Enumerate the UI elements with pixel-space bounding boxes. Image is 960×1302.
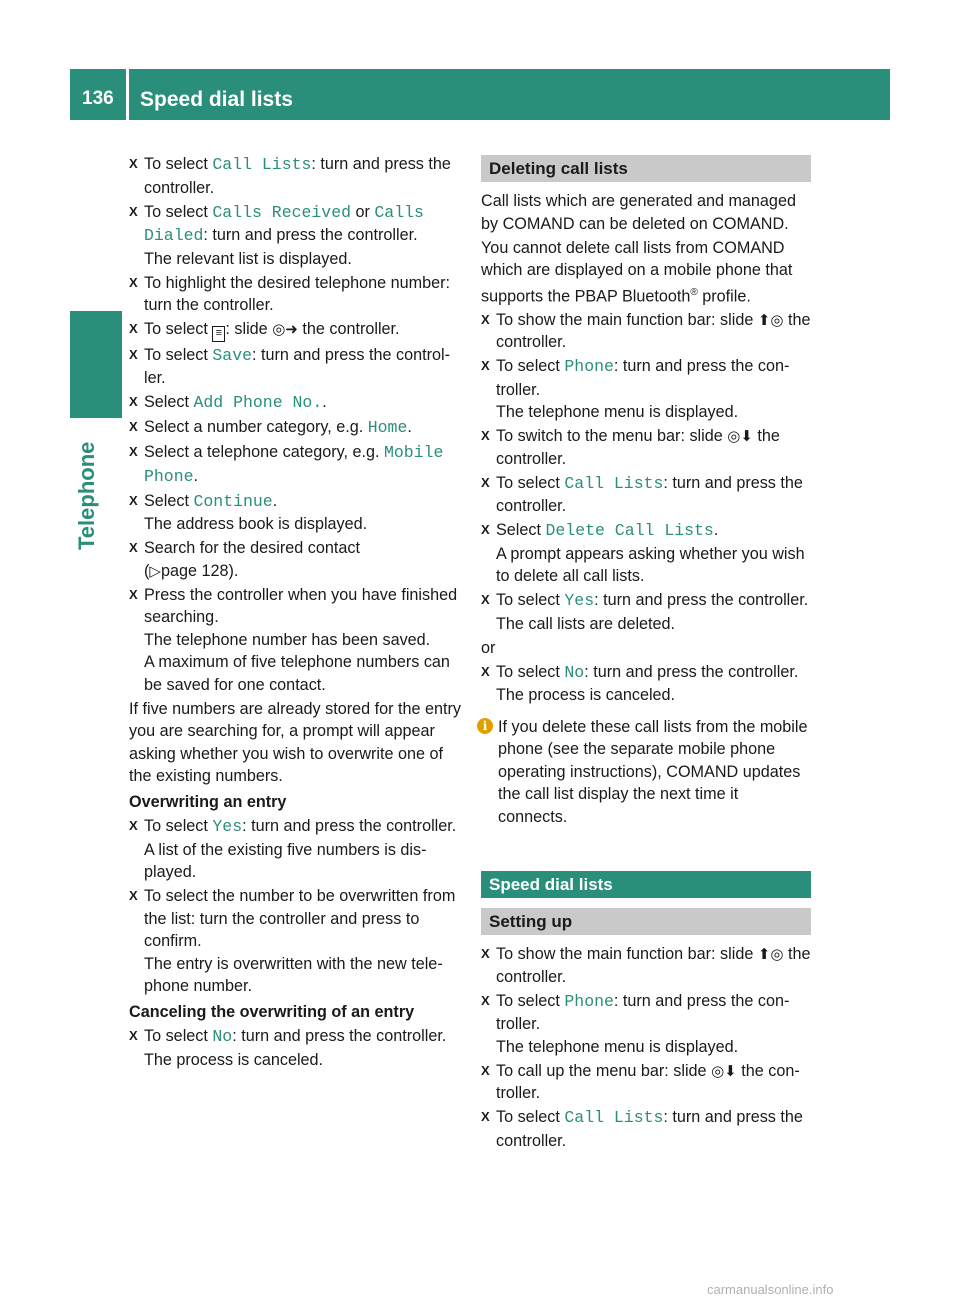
step-item: X Select Delete Call Lists. A prompt appears asking whether you wish to delete all call lists.	[481, 519, 811, 588]
step-item: X To select Call Lists: turn and press the controller.	[481, 1106, 811, 1152]
step-item: X Press the controller when you have finished searching. The telephone number has been saved. A maximum of five telephone numbers can be saved for one contact.	[129, 584, 462, 697]
slide-down-icon: ⬇	[740, 427, 753, 446]
paragraph: Call lists which are generated and managed by COMAND can be deleted on COMAND.	[481, 192, 796, 233]
step-result: The telephone number has been saved.	[144, 630, 431, 649]
step-result: The telephone menu is displayed.	[496, 403, 739, 422]
info-icon: i	[477, 718, 493, 734]
controller-icon: ◎	[770, 945, 784, 964]
section-label: Telephone	[74, 441, 99, 550]
step-result: A prompt appears asking whether you wish to delete all call lists.	[496, 544, 805, 586]
controller-icon: ◎	[727, 427, 741, 446]
step-item: X To select Save: turn and press the controller.	[129, 344, 462, 390]
left-column	[129, 153, 462, 1073]
step-result: The telephone menu is displayed.	[496, 1037, 739, 1056]
controller-icon: ◎	[272, 320, 286, 338]
slide-up-icon: ⬆	[757, 310, 771, 329]
section-heading: Speed dial lists	[481, 871, 811, 898]
step-item: X To select Calls Received or Calls Dialed: turn and press the controller. The relevant list is displayed.	[129, 201, 462, 271]
step-item: X To select Call Lists: turn and press the controller.	[129, 153, 462, 199]
step-item: X To call up the menu bar: slide ◎⬇ the controller.	[481, 1060, 811, 1105]
subsection-heading: Setting up	[481, 908, 811, 935]
step-item: X To select Yes: turn and press the controller. The call lists are deleted.	[481, 589, 811, 635]
slide-up-icon: ⬆	[757, 945, 771, 964]
right-column	[481, 155, 811, 1154]
step-item: X Select a telephone category, e.g. Mobile Phone.	[129, 441, 462, 488]
step-note: A maximum of five telephone numbers can be saved for one contact.	[144, 653, 450, 694]
step-item: X To show the main function bar: slide ⬆◎ the controller.	[481, 943, 811, 988]
step-item: X Select a number category, e.g. Home.	[129, 416, 462, 440]
step-item: X To select Call Lists: turn and press the controller.	[481, 472, 811, 518]
step-item: X To select Phone: turn and press the controller. The telephone menu is displayed.	[481, 355, 811, 424]
step-item: X To select ≡ : slide ◎➜ the controller.	[129, 318, 462, 342]
step-result: The address book is displayed.	[144, 515, 368, 533]
subheading: Overwriting an entry	[129, 792, 287, 811]
step-result: The relevant list is displayed.	[144, 249, 352, 268]
paragraph: You cannot delete call lists from COMAND which are displayed on a mobile phone that supports the PBAP Bluetooth® profile.	[481, 238, 793, 305]
step-item: X To show the main function bar: slide ⬆◎ the controller.	[481, 309, 811, 354]
step-item: X Select Add Phone No..	[129, 391, 462, 415]
controller-icon: ◎	[770, 310, 784, 329]
step-item: X Search for the desired contact (▷page 128).	[129, 537, 462, 582]
step-item: X Select Continue. The address book is displayed.	[129, 490, 462, 536]
address-book-icon: ≡	[212, 326, 225, 342]
step-result: The call lists are deleted.	[496, 614, 676, 633]
step-item: X To switch to the menu bar: slide ◎⬇ the controller.	[481, 425, 811, 470]
step-result: The entry is overwritten with the new telephone number.	[144, 954, 443, 995]
step-result: The process is canceled.	[496, 686, 676, 705]
controller-icon: ◎	[711, 1061, 725, 1080]
section-tab-marker	[70, 311, 122, 418]
slide-down-icon: ⬇	[724, 1061, 737, 1080]
step-item: X To select the number to be overwritten from the list: turn the controller and press to confirm. The entry is overwritten with the new telephone number.	[129, 885, 462, 998]
step-result: A list of the existing five numbers is displayed.	[144, 840, 427, 881]
page-title: Speed dial lists	[140, 88, 293, 111]
step-item: X To select No: turn and press the controller. The process is canceled.	[481, 661, 811, 707]
section-heading: Deleting call lists	[481, 155, 811, 182]
slide-right-icon: ➜	[285, 320, 298, 338]
info-note: i If you delete these call lists from the mobile phone (see the separate mobile phone operating instructions), COMAND updates the call list display the next time it connects.	[481, 716, 811, 829]
header-divider	[126, 69, 129, 120]
subheading: Canceling the overwriting of an entry	[129, 1002, 415, 1021]
or-text: or	[481, 638, 496, 657]
paragraph: If five numbers are already stored for the entry you are searching for, a prompt will appear asking whether you wish to overwrite one of the existing numbers.	[129, 699, 462, 785]
page-reference[interactable]: page 128	[160, 561, 229, 580]
step-item: X To select No: turn and press the controller. The process is canceled.	[129, 1025, 462, 1071]
page-number: 136	[82, 88, 114, 109]
watermark: carmanualsonline.info	[707, 1282, 834, 1297]
step-item: X To highlight the desired telephone number: turn the controller.	[129, 272, 462, 317]
step-item: X To select Phone: turn and press the controller. The telephone menu is displayed.	[481, 990, 811, 1059]
step-result: The process is canceled.	[144, 1050, 324, 1069]
step-item: X To select Yes: turn and press the controller. A list of the existing five numbers is displayed.	[129, 815, 462, 884]
page-reference-icon: ▷	[149, 561, 161, 580]
